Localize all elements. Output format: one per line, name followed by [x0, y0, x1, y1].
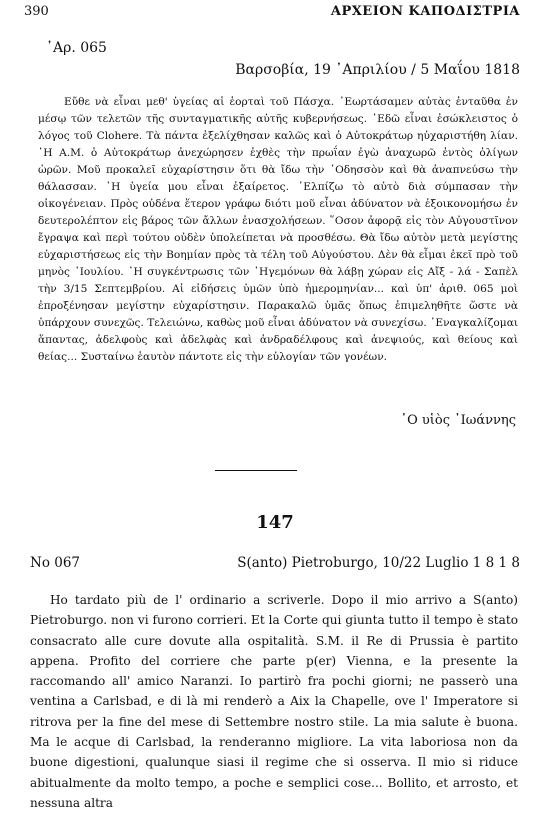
greek-paragraph: Εὔθε νὰ εἶναι μεθ' ὑγείας αἱ ἑορταὶ τοῦ Πάσχα. ᾿Εωρτάσαμεν αὐτὰς ἐνταῦθα ἐν μέσῳ τῶν τελετῶν τῆς συνταγματικῆς αὐτῆς κυβερνήσεως. ᾿Εδῶ εἶναι ἐσώκλειστος ὁ λόγος τοῦ Clohere. Τὰ πάντα ἐξελίχθησαν καλῶς καὶ ὁ Αὐτοκράτωρ ηὐχαριστήθη λίαν. ῾Η Α.Μ. ὁ Αὐτοκράτωρ ἀνεχώρησεν ἐχθὲς τὴν πρωΐαν ἐγὼ ἀναχωρῶ ἐντὸς ὀλίγων ὡρῶν. Μοῦ προκαλεῖ εὐχαρίστησιν ὅτι θὰ ἴδω τὴν ᾿Οδησσὸν καὶ θὰ ἀναπνεύσω τὴν θάλασσαν. ῾Η ὑγεία μου εἶναι ἐξαίρετος. ᾿Ελπίζω τὸ αὐτὸ διὰ σύμπασαν τὴν οἰκογένειαν. Πρὸς οὐδένα ἕτερον γράφω διότι μοῦ εἶναι ἀδύνατον νὰ ἐξοικονομήσω ἐν δευτερολέπτον εἰς βάρος τῶν ἄλλων ἐνασχολήσεων. ῞Οσον ἀφορᾷ εἰς τὸν Αὐγουστῖνον ἔγραψα καὶ περὶ τούτου οὐδὲν ὑπολείπεται νὰ προσθέσω. Θὰ ἴδω αὐτὸν μετὰ μεγίστης εὐχαριστήσεως εἰς τὴν Βοημίαν πρὸς τὰ τέλη τοῦ Αὐγούστου. Δὲν θὰ εἶμαι ἐκεῖ πρὸ τοῦ μηνὸς ᾿Ιουλίου. ῾Η συγκέντρωσις τῶν ῾Ηγεμόνων θὰ λάβῃ χώραν εἰς Αἴξ - λά - Σαπὲλ τὴν 3/15 Σεπτεμβρίου. Αἱ εἰδήσεις ὑμῶν ὑπὸ ἡμερομηνίαν... καὶ ὑπ' ἀριθ. 065 μοὶ ἐπροξένησαν μεγίστην εὐχαρίστησιν. Παρακαλῶ ὑμᾶς ὅπως ἐπιμεληθῆτε ὥστε νὰ ὑπάρχουν συνεχῶς. Τελειώνω, καθὼς μοῦ εἶναι ἀδύνατον νὰ συνεχίσω. ᾿Εναγκαλίζομαι ἅπαντας, ἀδελφοὺς καὶ ἀδελφὰς καὶ ἀνδραδέλφους καὶ ἀνεψιούς, καὶ θείους καὶ θείας... Συσταίνω ἑαυτὸν πάντοτε εἰς τὴν εὐλογίαν τῶν γονέων.: [38, 96, 518, 363]
greek-letter-body: [38, 94, 518, 366]
italian-letter-header: [30, 555, 520, 575]
italian-doc-number: No 067: [30, 555, 80, 571]
page-number: 390: [24, 4, 49, 19]
italian-paragraph: Ho tardato più de l' ordinario a scriverle. Dopo il mio arrivo a S(anto) Pietroburgo. non vi furono corrieri. Et la Corte qui giunta tutto il tempo è stato consacrato alle cure dovute alla ospitalità. S.M. il Re di Prussia è partito appena. Profito del corriere che parte p(er) Vienna, e la presente la raccomando all' amico Naranzi. Io partirò fra pochi giorni; ne passerò una ventina a Carlsbad, e di là mi renderò a Aix la Chapelle, ove l' Imperatore si ritrova per la fine del mese di Settembre nostro stile. La mia salute è buona. Ma le acque di Carlsbad, la renderanno migliore. La vita laboriosa non da buone digestioni, qualunque siasi il regime che si osserva. Il mio si riduce abitualmente da molto tempo, a poche e semplici cose... Bollito, et arrosto, et nessuna altra: [30, 593, 518, 810]
italian-place-date: S(anto) Pietroburgo, 10/22 Luglio 1 8 1 8: [237, 555, 520, 571]
greek-place-date: Βαρσοβία, 19 ᾿Απριλίου / 5 Μαΐου 1818: [235, 62, 520, 78]
greek-doc-number: ᾿Αρ. 065: [46, 40, 107, 56]
page-header: [24, 4, 520, 24]
italian-letter-body: [30, 590, 518, 813]
running-title: ΑΡΧΕΙΟΝ ΚΑΠΟΔΙΣΤΡΙΑ: [330, 4, 520, 19]
section-divider: [215, 470, 297, 471]
letter-number: 147: [256, 512, 294, 533]
greek-signature: ῾Ο υἱὸς ᾿Ιωάννης: [400, 413, 516, 428]
